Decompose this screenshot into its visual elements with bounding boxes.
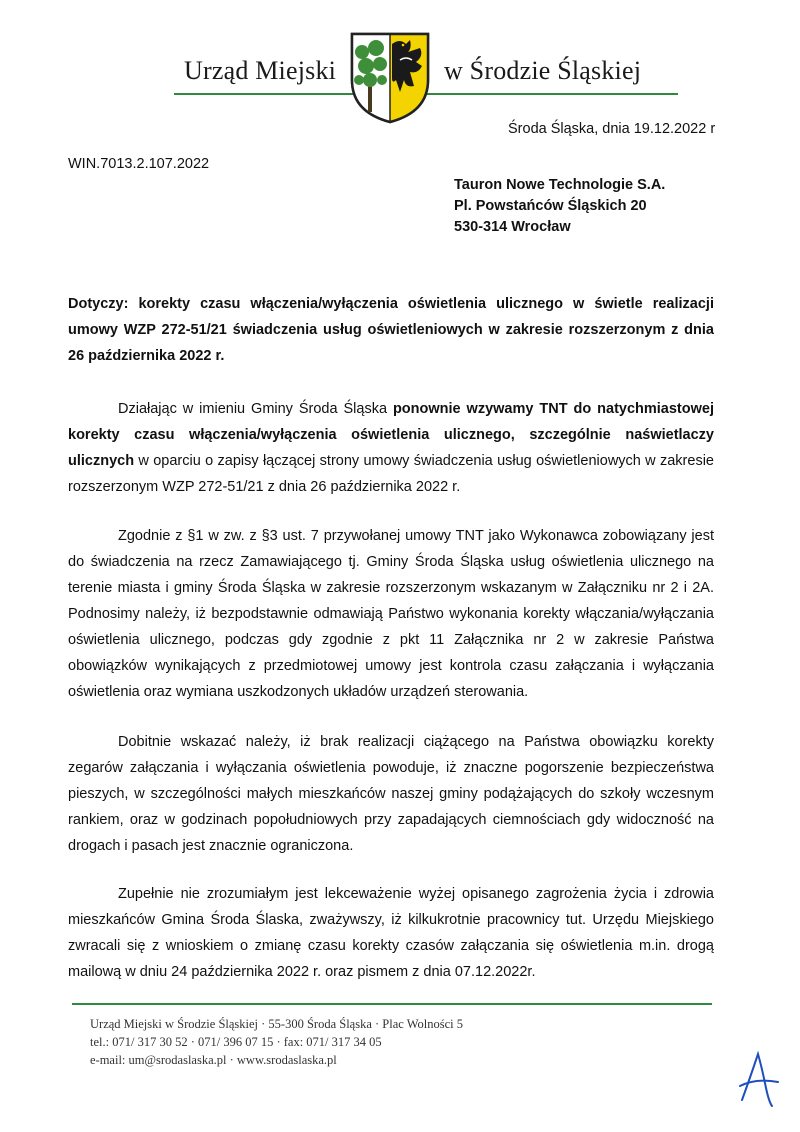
footer-contact	[90, 1015, 463, 1069]
footer-address: Urząd Miejski w Środzie Śląskiej · 55-300 Środa Śląska · Plac Wolności 5	[90, 1017, 464, 1031]
letterhead-town-name: w Środzie Śląskiej	[444, 56, 642, 85]
body-paragraph-2	[68, 523, 714, 705]
recipient-city: 530-314 Wrocław	[454, 219, 571, 235]
body-paragraph-4	[68, 881, 714, 985]
recipient-name: Tauron Nowe Technologie S.A.	[454, 177, 666, 193]
letterhead	[0, 0, 800, 130]
signature-icon	[736, 1048, 782, 1108]
paragraph-1-rest: w oparciu o zapisy łączącej strony umowy świadczenia usług oświetleniowych w zakresie rozszerzonym WZP 272-51/21 z dnia 26 października 2022 r.	[68, 453, 714, 495]
reference-number: WIN.7013.2.107.2022	[68, 156, 210, 172]
coat-of-arms-icon	[348, 30, 432, 124]
letter-date: Środa Śląska, dnia 19.12.2022 r	[508, 121, 716, 137]
paragraph-2-text: Zgodnie z §1 w zw. z §3 ust. 7 przywołanej umowy TNT jako Wykonawca zobowiązany jest do świadczenia na rzecz Zamawiającego tj. Gminy Środa Śląska usług oświetlenia ulicznego na terenie miasta i gminy Środa Śląska w zakresie rozszerzonym wskazanym w Załączniku nr 2 i 2A. Podnosimy należy, iż bezpodstawnie odmawiają Państwo wykonania korekty włączania/wyłączania oświetlenia ulicznego, podczas gdy zgodnie z pkt 11 Załącznika nr 2 w zakresie Państwa obowiązków wynikających z przedmiotowej umowy jest kontrola czasu załączania i wyłączania oświetlenia oraz wymiana uszkodzonych układów urządzeń sterowania.	[68, 528, 714, 700]
recipient-address	[454, 175, 665, 238]
paragraph-1-lead: Działając w imieniu Gminy Środa Śląska	[118, 401, 393, 417]
recipient-street: Pl. Powstańców Śląskich 20	[454, 198, 647, 214]
body-paragraph-1	[68, 396, 714, 500]
paragraph-1-bold: ponownie wzywamy TNT do natychmiastowej korekty czasu włączenia/wyłączenia oświetlenia ulicznego, szczególnie naświetlaczy ulicznych	[68, 401, 714, 469]
letterhead-office-name: Urząd Miejski	[184, 56, 337, 85]
letter-subject: Dotyczy: korekty czasu włączenia/wyłączenia oświetlenia ulicznego w świetle realizacji umowy WZP 272-51/21 świadczenia usług oświetleniowych w zakresie rozszerzonym z dnia 26 października 2022 r.	[68, 296, 714, 364]
footer-divider	[72, 1003, 712, 1005]
paragraph-3-text: Dobitnie wskazać należy, iż brak realizacji ciążącego na Państwa obowiązku korekty zegarów załączania i wyłączania oświetlenia powoduje, iż znaczne pogorszenie bezpieczeństwa pieszych, w szczególności małych mieszkańców naszej gminy podążających do szkoły wczesnym rankiem, oraz w godzinach popołudniowych przy zapadających ciemnościach gdy widoczność na drogach i pasach jest znacznie ograniczona.	[68, 734, 714, 854]
footer-web: e-mail: um@srodaslaska.pl · www.srodaslaska.pl	[90, 1053, 337, 1067]
paragraph-4-text: Zupełnie nie zrozumiałym jest lekceważenie wyżej opisanego zagrożenia życia i zdrowia mieszkańców Gmina Środa Ślaska, zważywszy, iż kilkukrotnie pracownicy tut. Urzędu Miejskiego zwracali się z wnioskiem o zmianę czasu korekty czasów załączania się oświetlenia m.in. drogą mailową w dniu 24 października 2022 r. oraz pismem z dnia 07.12.2022r.	[68, 886, 714, 980]
body-paragraph-3	[68, 729, 714, 859]
footer-phones: tel.: 071/ 317 30 52 · 071/ 396 07 15 · fax: 071/ 317 34 05	[90, 1035, 382, 1049]
